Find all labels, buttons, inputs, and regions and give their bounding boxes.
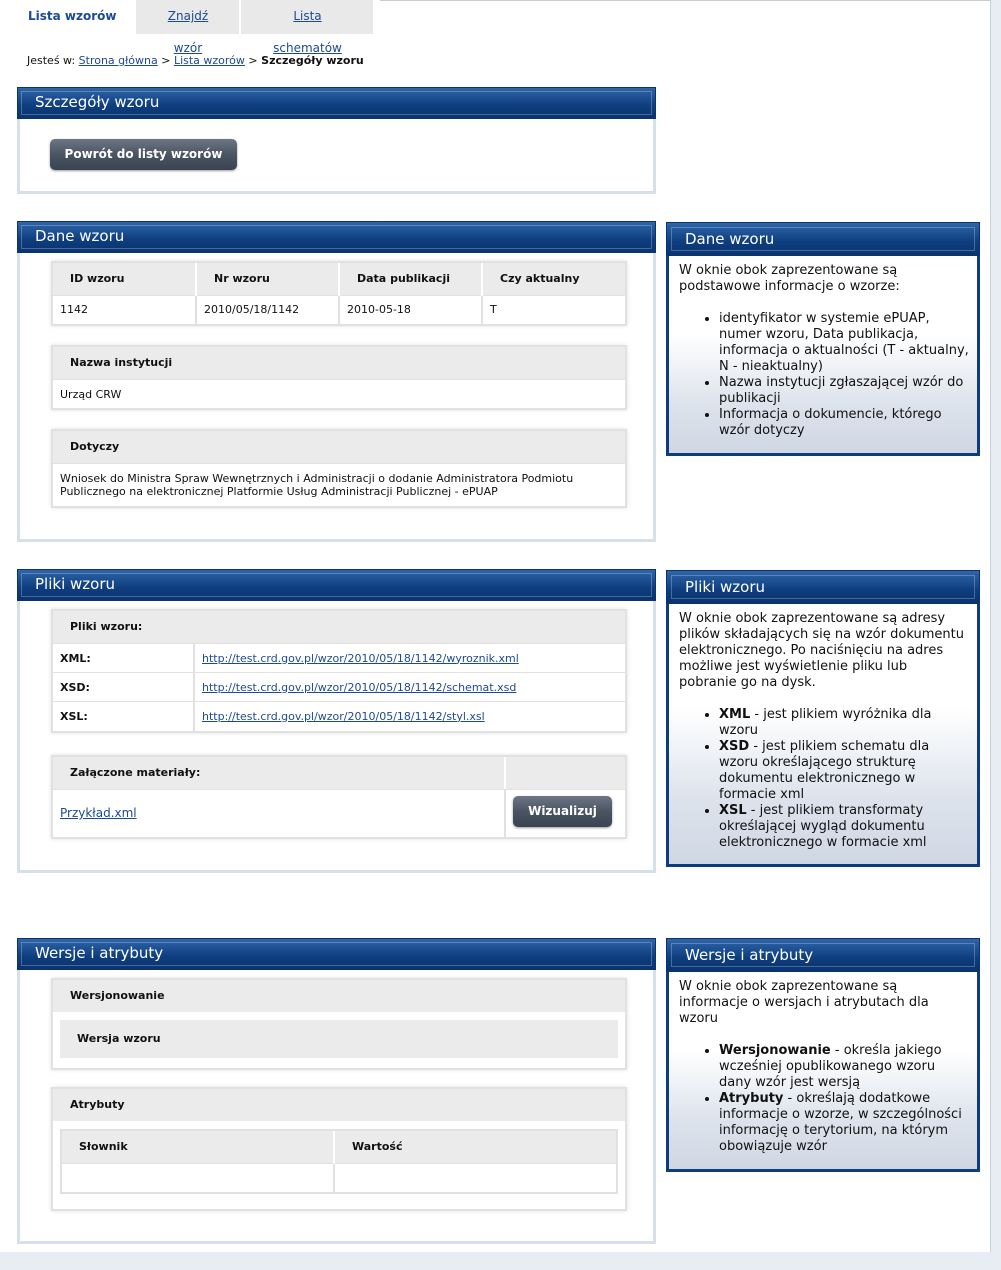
files-help-list xyxy=(669,691,977,851)
data-table-box xyxy=(51,261,627,326)
attributes-label: Atrybuty xyxy=(53,1089,625,1121)
back-to-list-button[interactable]: Powrót do listy wzorów xyxy=(50,139,237,170)
cell-dictionary xyxy=(62,1163,334,1192)
breadcrumb-separator: > xyxy=(248,54,258,67)
data-help-list xyxy=(669,295,977,439)
list-item xyxy=(719,739,971,803)
details-panel-title: Szczegóły wzoru xyxy=(17,87,656,119)
breadcrumb-home-link[interactable]: Strona główna xyxy=(78,54,158,67)
table-row xyxy=(53,702,625,731)
files-panel xyxy=(17,575,656,873)
details-panel xyxy=(17,93,656,194)
institution-value: Urząd CRW xyxy=(53,379,625,408)
version-label: Wersja wzoru xyxy=(60,1020,618,1058)
breadcrumb-prefix: Jesteś w: xyxy=(27,54,76,67)
list-item-term: Atrybuty xyxy=(719,1091,784,1106)
tab-lista-wzorow[interactable]: Lista wzorów xyxy=(10,0,136,34)
breadcrumb-separator: > xyxy=(161,54,171,67)
list-item-desc: - jest plikiem schematu dla wzoru określającego strukturę dokumentu elektronicznego w formacie xml xyxy=(719,739,930,802)
files-help-panel xyxy=(666,578,980,867)
versioning-box xyxy=(51,978,627,1070)
column-header-dictionary: Słownik xyxy=(62,1131,334,1163)
table-row xyxy=(53,673,625,702)
list-item-term: XML xyxy=(719,707,751,722)
list-item xyxy=(719,1043,971,1091)
attachments-box xyxy=(51,755,627,839)
data-help-panel xyxy=(666,230,980,456)
versions-panel-title: Wersje i atrybuty xyxy=(17,938,656,970)
cell-id: 1142 xyxy=(53,295,196,324)
table-header-row xyxy=(62,1131,616,1163)
data-panel-title: Dane wzoru xyxy=(17,221,656,253)
column-header-nr: Nr wzoru xyxy=(196,263,339,295)
versions-panel xyxy=(17,944,656,1244)
cell-date: 2010-05-18 xyxy=(339,295,482,324)
table-row xyxy=(62,1163,616,1192)
file-type-label: XSL: xyxy=(53,702,194,731)
table-header-row xyxy=(53,263,625,295)
files-table xyxy=(53,643,625,731)
list-item xyxy=(719,803,971,851)
breadcrumb xyxy=(27,54,364,67)
data-table xyxy=(53,263,625,324)
list-item-desc: - określa jakiego wcześniej opublikowanego wzoru dany wzór jest wersją xyxy=(719,1043,942,1090)
breadcrumb-current: Szczegóły wzoru xyxy=(261,54,364,67)
file-type-label: XSD: xyxy=(53,673,194,702)
institution-label: Nazwa instytucji xyxy=(53,347,625,379)
files-help-title: Pliki wzoru xyxy=(666,570,980,604)
table-row xyxy=(53,295,625,324)
files-table-box xyxy=(51,609,627,733)
list-item-desc: - określają dodatkowe informacje o wzorze, w szczególności informację o terytorium, na którym obowiązuje wzór xyxy=(719,1091,962,1154)
list-item: • Nazwa instytucji zgłaszającej wzór do publikacji xyxy=(719,375,971,407)
data-panel xyxy=(17,227,656,542)
list-item: • Informacja o dokumencie, którego wzór dotyczy xyxy=(719,407,971,439)
table-row xyxy=(53,644,625,673)
cell-nr: 2010/05/18/1142 xyxy=(196,295,339,324)
list-item: • identyfikator w systemie ePUAP, numer wzoru, Data publikacja, informacja o aktualności (T - aktualny, N - nieaktualny) xyxy=(719,311,971,375)
concerns-value: Wniosek do Ministra Spraw Wewnętrznych i Administracji o dodanie Administratora Podmiotu Publicznego na elektronicznej Platformie Usług Administracji Publicznej - ePUAP xyxy=(53,463,625,506)
data-help-intro: W oknie obok zaprezentowane są podstawowe informacje o wzorze: xyxy=(679,263,900,294)
column-header-value: Wartość xyxy=(334,1131,616,1163)
attachment-link[interactable]: Przykład.xml xyxy=(60,806,137,820)
versions-help-list xyxy=(669,1027,977,1155)
tab-lista-schematow[interactable]: Lista schematów xyxy=(241,0,375,34)
file-type-label: XML: xyxy=(53,644,194,673)
concerns-label: Dotyczy xyxy=(53,431,625,463)
files-header: Pliki wzoru: xyxy=(53,611,625,643)
list-item xyxy=(719,1091,971,1155)
data-help-title: Dane wzoru xyxy=(666,222,980,256)
versioning-label: Wersjonowanie xyxy=(53,980,625,1012)
versions-help-intro: W oknie obok zaprezentowane są informacje o wersjach i atrybutach dla wzoru xyxy=(679,979,929,1026)
list-item-desc: - jest plikiem wyróżnika dla wzoru xyxy=(719,707,932,738)
column-header-date: Data publikacji xyxy=(339,263,482,295)
concerns-box xyxy=(51,429,627,508)
xsl-file-link[interactable]: http://test.crd.gov.pl/wzor/2010/05/18/1142/styl.xsl xyxy=(202,709,485,723)
column-header-current: Czy aktualny xyxy=(482,263,625,295)
list-item-term: XSL xyxy=(719,803,747,818)
list-item xyxy=(719,707,971,739)
institution-box xyxy=(51,345,627,410)
tab-znajdz-wzor[interactable]: Znajdź wzór xyxy=(136,0,241,34)
xsd-file-link[interactable]: http://test.crd.gov.pl/wzor/2010/05/18/1142/schemat.xsd xyxy=(202,680,517,694)
breadcrumb-list-link[interactable]: Lista wzorów xyxy=(173,54,245,67)
list-item-term: XSD xyxy=(719,739,750,754)
list-item-term: Wersjonowanie xyxy=(719,1043,831,1058)
column-header-id: ID wzoru xyxy=(53,263,196,295)
tab-bar xyxy=(10,0,375,55)
list-item-desc: - jest plikiem transformaty określającej wygląd dokumentu elektronicznego w formacie xml xyxy=(719,803,927,850)
attributes-table xyxy=(62,1131,616,1192)
attributes-box xyxy=(51,1087,627,1211)
xml-file-link[interactable]: http://test.crd.gov.pl/wzor/2010/05/18/1142/wyroznik.xml xyxy=(202,651,519,665)
files-panel-title: Pliki wzoru xyxy=(17,569,656,601)
cell-value xyxy=(334,1163,616,1192)
versions-help-title: Wersje i atrybuty xyxy=(666,938,980,972)
files-help-intro: W oknie obok zaprezentowane są adresy plików składających się na wzór dokumentu elektronicznego. Po naciśnięciu na adres możliwe jest wyświetlenie pliku lub pobranie go na dysk. xyxy=(679,611,964,690)
cell-current: T xyxy=(482,295,625,324)
tab-divider xyxy=(380,0,991,1)
visualize-button[interactable]: Wizualizuj xyxy=(513,796,612,827)
versions-help-panel xyxy=(666,946,980,1172)
attachments-header: Załączone materiały: xyxy=(53,757,506,789)
